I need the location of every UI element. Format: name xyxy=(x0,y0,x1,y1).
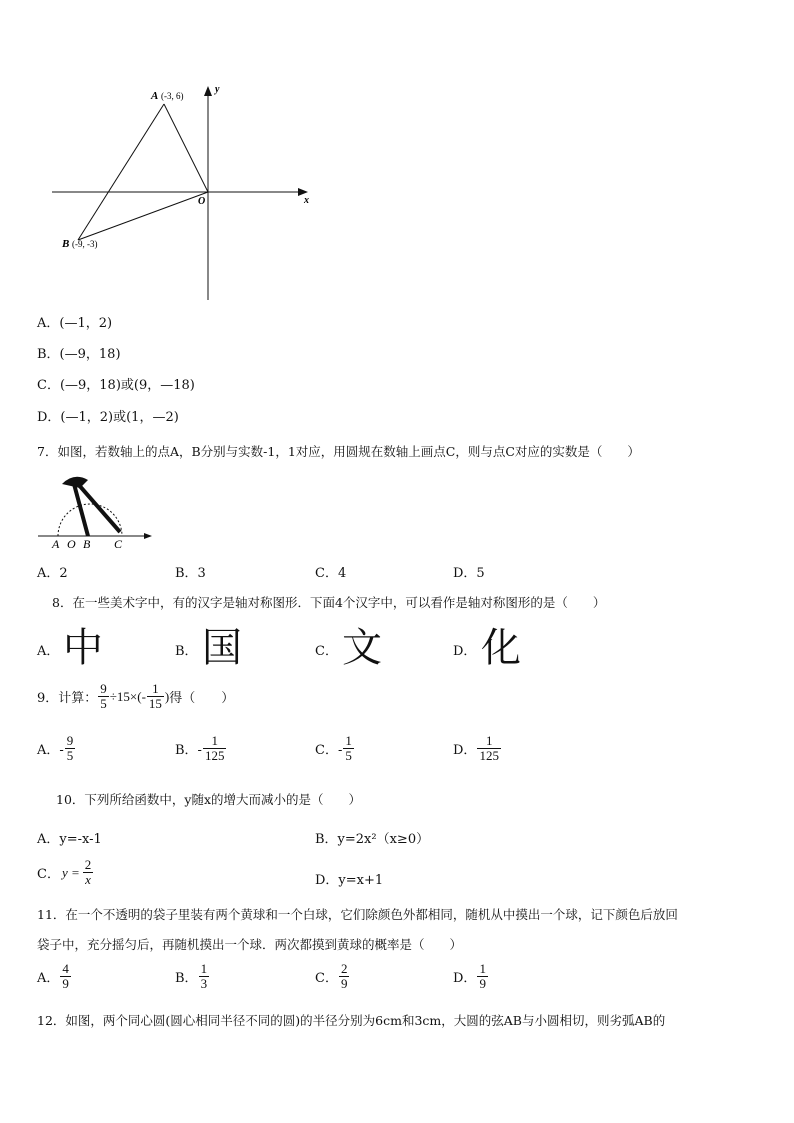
q9-frac-1-den: 5 xyxy=(100,696,107,711)
q6-option-c: C．(—9，18)或(9，—18) xyxy=(37,378,195,393)
segment-OB xyxy=(78,192,208,240)
q9-option-d xyxy=(453,734,502,763)
q11-option-a xyxy=(37,962,72,991)
q10-option-c-label: C． xyxy=(37,867,60,882)
q9-option-b-den: 125 xyxy=(204,748,225,763)
q9-option-d-num: 1 xyxy=(485,733,493,748)
q9-expr-mid: ÷15×(- xyxy=(109,688,146,704)
q9-prefix: 9．计算： xyxy=(37,691,98,706)
q9-frac-2-den: 15 xyxy=(148,696,162,711)
q10-option-c-num: 2 xyxy=(84,857,92,872)
y-axis-arrow xyxy=(204,86,212,96)
q10-option-c-lhs: y = xyxy=(61,864,80,880)
q10-stem: 10．下列所给函数中，y随x的增大而减小的是（ ） xyxy=(56,792,362,807)
q9-frac-1-num: 9 xyxy=(100,681,107,696)
q9-option-a-frac xyxy=(65,734,76,763)
q9-option-a xyxy=(37,734,76,763)
q11-option-a-den: 9 xyxy=(62,976,69,991)
q8-label-c: C． xyxy=(315,644,338,659)
q11-option-b-num: 1 xyxy=(200,961,208,976)
q8-char-d: 化 xyxy=(481,625,521,671)
q8-label-b: B． xyxy=(175,644,198,659)
q11-option-d xyxy=(453,962,489,991)
q8-label-a: A． xyxy=(37,644,60,659)
q9-option-b xyxy=(175,734,227,763)
q9-frac-2-num: 1 xyxy=(152,681,159,696)
q11-stem-line2: 袋子中，充分摇匀后，再随机摸出一个球．两次都摸到黄球的概率是（ ） xyxy=(37,937,463,952)
q11-option-d-frac xyxy=(477,962,488,991)
q6-option-d: D．(—1，2)或(1，—2) xyxy=(37,410,179,425)
q6-option-b: B．(—9，18) xyxy=(37,347,121,362)
q10-option-b: B．y=2x²（x≥0） xyxy=(315,832,430,847)
q6-option-a: A．(—1，2) xyxy=(37,316,113,331)
q8-char-c: 文 xyxy=(342,625,382,671)
q9-frac-2 xyxy=(147,682,164,711)
q9-option-a-num: 9 xyxy=(66,733,74,748)
q9-expr-end: ) xyxy=(164,688,170,704)
q9-option-d-label: D． xyxy=(453,743,477,758)
q10-option-a: A．y=-x-1 xyxy=(37,832,102,847)
q6-coordinate-figure xyxy=(40,80,330,305)
q9-suffix: 得（ ） xyxy=(169,691,235,706)
q9-option-b-num: 1 xyxy=(211,733,218,748)
q7-option-c: C．4 xyxy=(315,566,347,581)
q10-option-c-frac xyxy=(83,858,94,887)
point-A-label: A xyxy=(151,90,159,102)
q11-option-c-den: 9 xyxy=(340,976,348,991)
q11-option-c xyxy=(315,962,350,991)
q11-option-c-num: 2 xyxy=(340,961,348,976)
q12-stem-line1: 12．如图，两个同心圆(圆心相同半径不同的圆)的半径分别为6cm和3cm，大圆的弦AB与小圆相切，则劣弧AB的 xyxy=(37,1013,666,1028)
q7-option-b: B．3 xyxy=(175,566,206,581)
q11-option-d-label: D． xyxy=(453,971,477,986)
q9-option-c-den: 5 xyxy=(345,748,352,763)
q9-option-b-label: B．- xyxy=(175,743,202,758)
q7-label-B: B xyxy=(83,537,91,551)
q8-char-a: 中 xyxy=(63,625,103,671)
q9-option-c xyxy=(315,734,355,763)
q10-option-d: D．y=x+1 xyxy=(315,873,384,888)
origin-label: O xyxy=(198,196,206,207)
q11-option-b-label: B． xyxy=(175,971,198,986)
y-axis-label: y xyxy=(215,84,220,95)
q11-option-c-frac xyxy=(339,962,350,991)
point-A-coord: (-3, 6) xyxy=(161,91,184,101)
compass-arc xyxy=(58,504,122,536)
segment-OA xyxy=(164,104,208,192)
q7-stem: 7．如图，若数轴上的点A，B分别与实数-1，1对应，用圆规在数轴上画点C，则与点C对应的实数是（ ） xyxy=(37,444,640,459)
q11-option-a-num: 4 xyxy=(62,961,69,976)
q10-option-c-den: x xyxy=(85,872,91,887)
q9-option-c-frac xyxy=(343,734,354,763)
compass-handle xyxy=(62,477,88,488)
q7-label-C: C xyxy=(114,537,123,551)
q11-option-b-den: 3 xyxy=(200,976,208,991)
q11-option-b xyxy=(175,962,210,991)
q7-compass-figure xyxy=(36,470,156,552)
q9-stem xyxy=(37,682,234,711)
q9-option-a-label: A．- xyxy=(37,743,64,758)
q8-char-b: 国 xyxy=(202,625,242,671)
point-B-coord: (-9, -3) xyxy=(72,239,98,249)
q7-label-O: O xyxy=(67,537,76,551)
q9-frac-1 xyxy=(98,682,109,711)
segment-AB xyxy=(78,104,164,240)
q11-option-b-frac xyxy=(199,962,210,991)
q11-stem-line1: 11．在一个不透明的袋子里装有两个黄球和一个白球，它们除颜色外都相同，随机从中摸出一个球，记下颜色后放回 xyxy=(37,907,678,922)
q7-option-d: D．5 xyxy=(453,566,485,581)
q9-option-c-label: C．- xyxy=(315,743,343,758)
q9-option-a-den: 5 xyxy=(66,748,74,763)
q11-option-d-den: 9 xyxy=(479,976,486,991)
q9-option-d-frac xyxy=(477,734,501,763)
q9-option-d-den: 125 xyxy=(479,748,499,763)
q8-stem: 8．在一些美术字中，有的汉字是轴对称图形．下面4个汉字中，可以看作是轴对称图形的是（ ） xyxy=(52,595,606,610)
q10-option-c xyxy=(37,858,94,887)
q7-option-a: A．2 xyxy=(37,566,68,581)
point-B-label: B xyxy=(62,238,70,250)
q11-option-c-label: C． xyxy=(315,971,338,986)
q7-label-A: A xyxy=(52,537,60,551)
q9-option-c-num: 1 xyxy=(345,733,352,748)
q8-label-d: D． xyxy=(453,644,477,659)
q11-option-d-num: 1 xyxy=(479,961,486,976)
number-line-arrow xyxy=(144,533,152,539)
q11-option-a-frac xyxy=(60,962,71,991)
q11-option-a-label: A． xyxy=(37,971,60,986)
q9-option-b-frac xyxy=(203,734,227,763)
x-axis-label: x xyxy=(304,195,309,206)
